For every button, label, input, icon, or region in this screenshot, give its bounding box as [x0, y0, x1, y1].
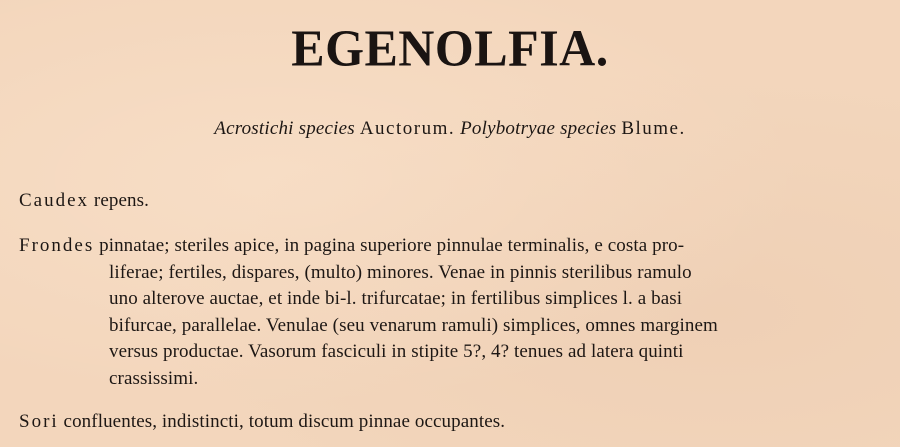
frondes-line-1: Frondes pinnatae; steriles apice, in pagina superiore pinnulae terminalis, e costa pro- — [19, 235, 685, 256]
frondes-line-4: bifurcae, parallelae. Venulae (seu venarum ramuli) simplices, omnes marginem — [109, 314, 718, 336]
frondes-term: Frondes — [19, 235, 95, 256]
frondes-line-3: uno alterove auctae, et inde bi-l. trifurcatae; in fertilibus simplices l. a basi — [109, 288, 683, 309]
caudex-paragraph — [19, 188, 889, 215]
sori-term: Sori — [19, 411, 59, 432]
frondes-line-6: crassissimi. — [109, 367, 199, 389]
synonym-2-author: Blume. — [621, 118, 686, 139]
sori-paragraph — [19, 409, 889, 436]
caudex-text: repens. — [93, 190, 149, 211]
frondes-line-5: versus productae. Vasorum fasciculi in stipite 5?, 4? tenues ad latera quinti — [109, 341, 684, 362]
frondes-line-2: liferae; fertiles, dispares, (multo) minores. Venae in pinnis sterilibus ramulo — [109, 261, 692, 283]
synonym-1-author: Auctorum. — [359, 118, 456, 139]
caudex-term: Caudex — [19, 190, 90, 211]
genus-title: EGENOLFIA. — [291, 18, 609, 78]
synonym-2-name: Polybotryae species — [460, 118, 617, 139]
sori-text: confluentes, indistincti, totum discum pinnae occupantes. — [63, 411, 506, 432]
synonym-1-name: Acrostichi species — [214, 118, 355, 139]
synonyms-line — [0, 116, 900, 142]
frondes-paragraph — [19, 233, 889, 392]
